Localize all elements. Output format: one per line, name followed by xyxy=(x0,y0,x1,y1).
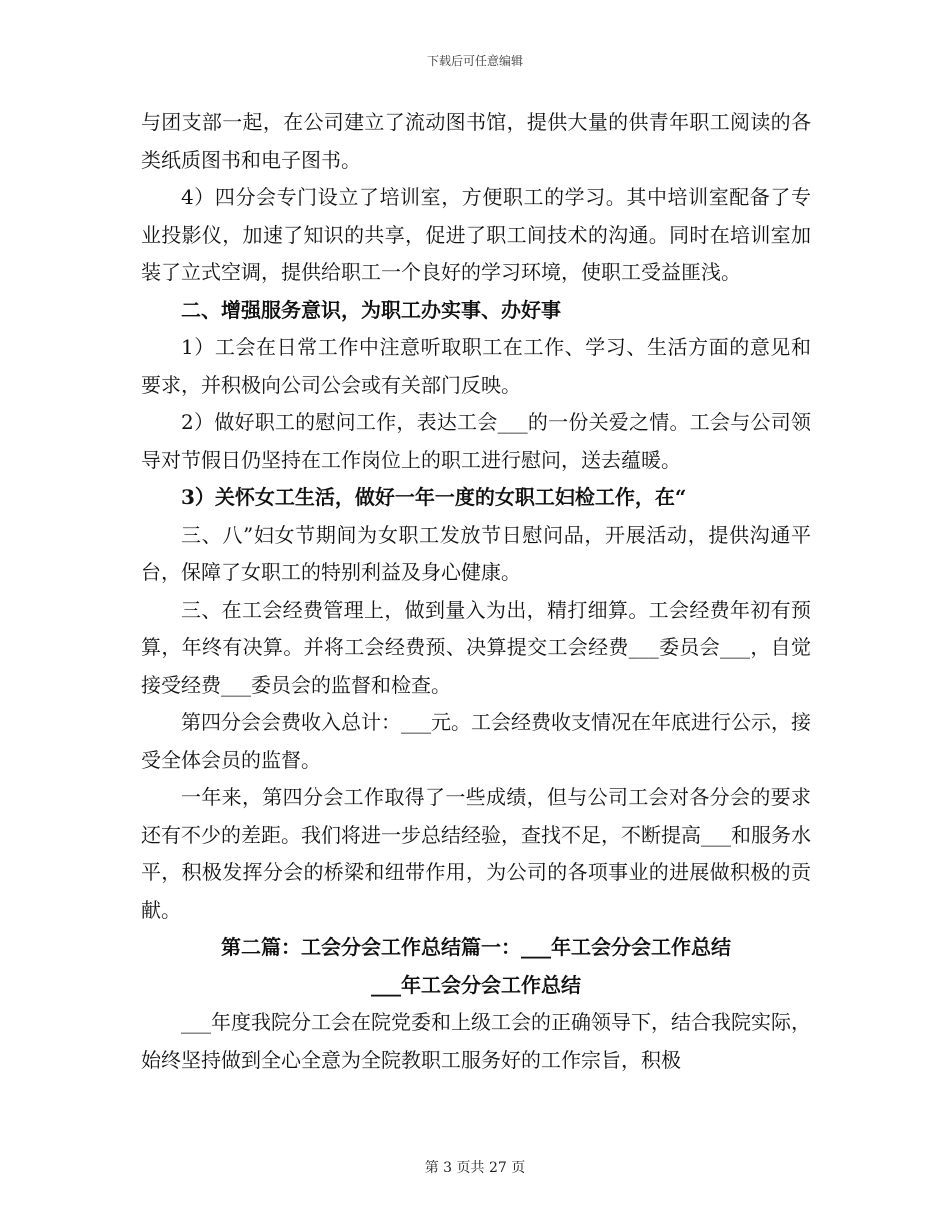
paragraph-funds-management: 三、在工会经费管理上，做到量入为出，精打细算。工会经费年初有预算，年终有决算。并将工会经费预、决算提交工会经费___委员会___，自觉接受经费___委员会的监督和检查。 xyxy=(141,597,811,697)
paragraph-womens-day: 三、八”妇女节期间为女职工发放节日慰问品，开展活动，提供沟通平台，保障了女职工的特别利益及身心健康。 xyxy=(141,522,811,584)
paragraph-training-room: 4）四分会专门设立了培训室，方便职工的学习。其中培训室配备了专业投影仪，加速了知识的共享，促进了职工间技术的沟通。同时在培训室加装了立式空调，提供给职工一个良好的学习环境，使职工受益匪浅。 xyxy=(141,185,811,284)
chapter-subtitle: ___年工会分会工作总结 xyxy=(371,972,581,997)
document-body xyxy=(141,104,811,1079)
paragraph-fee-income: 第四分会会费收入总计：___元。工会经费收支情况在年底进行公示，接受全体会员的监督。 xyxy=(141,710,811,772)
paragraph-library: 与团支部一起，在公司建立了流动图书馆，提供大量的供青年职工阅读的各类纸质图书和电子图书。 xyxy=(141,110,811,172)
section-heading-service: 二、增强服务意识，为职工办实事、办好事 xyxy=(181,297,561,322)
paragraph-condolence: 2）做好职工的慰问工作，表达工会___的一份关爱之情。工会与公司领导对节假日仍坚持在工作岗位上的职工进行慰问，送去蕴暖。 xyxy=(141,410,811,472)
page-header: 下载后可任意编辑 xyxy=(426,54,523,68)
page-footer: 第 3 页共 27 页 xyxy=(424,1160,526,1176)
paragraph-listen-opinions: 1）工会在日常工作中注意听取职工在工作、学习、生活方面的意见和要求，并积极向公司公会或有关部门反映。 xyxy=(141,335,811,397)
paragraph-female-workers-heading: 3）关怀女工生活，做好一年一度的女职工妇检工作，在“ xyxy=(181,485,687,509)
paragraph-year-summary: 一年来，第四分会工作取得了一些成绩，但与公司工会对各分会的要求还有不少的差距。我们将进一步总结经验，查找不足，不断提高___和服务水平，积极发挥分会的桥梁和纽带作用，为公司的各项事业的进展做积极的贡献。 xyxy=(141,785,811,922)
paragraph-annual-intro: ___年度我院分工会在院党委和上级工会的正确领导下，结合我院实际，始终坚持做到全心全意为全院教职工服务好的工作宗旨，积极 xyxy=(141,1010,811,1072)
chapter-title: 第二篇：工会分会工作总结篇一：___年工会分会工作总结 xyxy=(221,935,731,959)
